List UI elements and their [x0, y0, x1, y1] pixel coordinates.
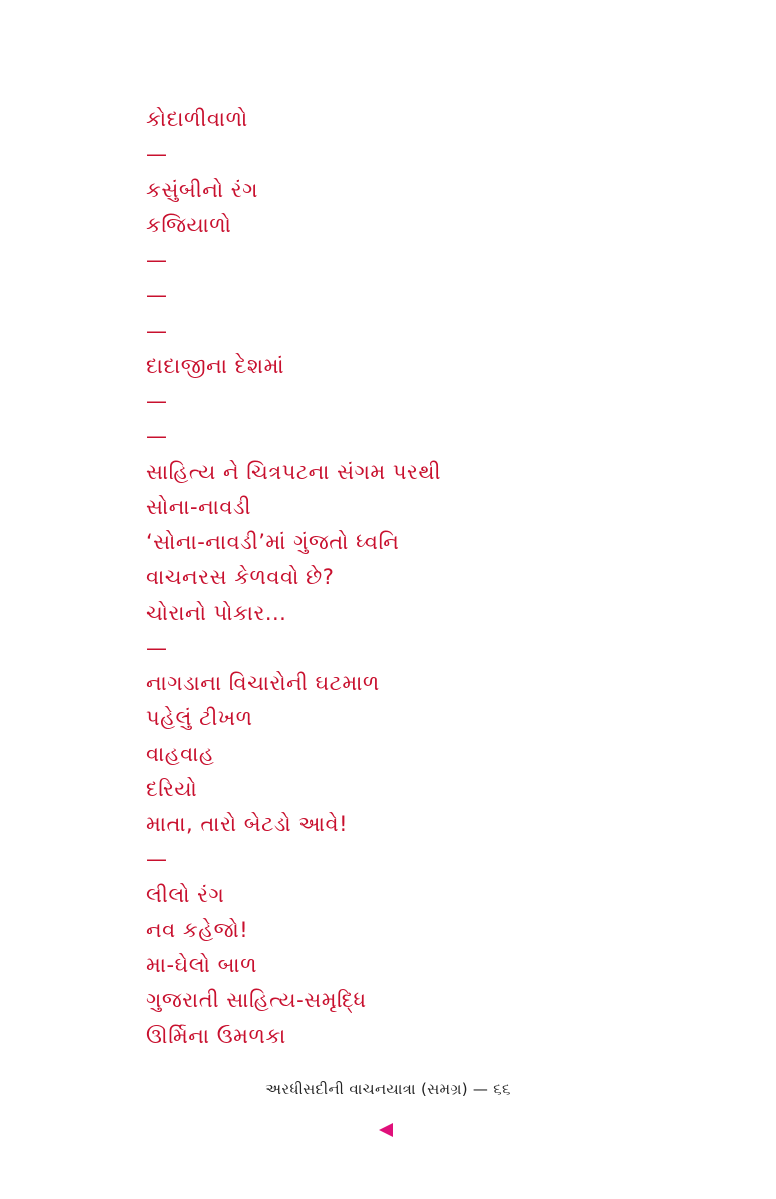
contents-entry[interactable]: કોદાળીવાળો	[146, 107, 248, 131]
contents-entry[interactable]: નાગડાના વિચારોની ઘટમાળ	[146, 671, 380, 695]
contents-entry[interactable]: દરિયો	[146, 776, 198, 801]
contents-entry[interactable]: —	[146, 248, 168, 272]
contents-entry[interactable]: સાહિત્ય ને ચિત્રપટના સંગમ પરથી	[146, 459, 442, 484]
contents-entry[interactable]: —	[146, 318, 168, 343]
contents-entry[interactable]: માતા, તારો બેટડો આવે!	[146, 812, 348, 836]
contents-entry[interactable]: વાચનરસ કેળવવો છે?	[146, 565, 335, 590]
contents-list	[146, 102, 706, 1054]
contents-entry[interactable]: કજિયાળો	[146, 212, 232, 237]
contents-entry[interactable]: ‘સોના-નાવડી’માં ગુંજતો ધ્વનિ	[146, 530, 400, 554]
contents-entry[interactable]: —	[146, 389, 168, 413]
page-footer: અરધીસદીની વાચનયાત્રા (સમગ્ર) — ૬૬	[265, 1080, 511, 1098]
contents-entry[interactable]: દાદાજીના દેશમાં	[146, 353, 285, 378]
contents-entry[interactable]: ગુજરાતી સાહિત્ય-સમૃદ્ધિ	[146, 988, 367, 1013]
contents-entry[interactable]: —	[146, 847, 168, 872]
contents-entry[interactable]: વાહવાહ	[146, 741, 215, 766]
contents-entry[interactable]: લીલો રંગ	[146, 882, 225, 907]
contents-entry[interactable]: —	[146, 424, 168, 449]
contents-entry[interactable]: કસુંબીનો રંગ	[146, 177, 258, 202]
contents-entry[interactable]: નવ કહેજો!	[146, 917, 249, 942]
contents-entry[interactable]: પહેલું ટીખળ	[146, 706, 253, 731]
contents-entry[interactable]: મા-ઘેલો બાળ	[146, 953, 257, 977]
contents-entry[interactable]: સોના-નાવડી	[146, 494, 252, 519]
contents-entry[interactable]: ઊર્મિના ઉમળકા	[146, 1023, 286, 1048]
contents-entry[interactable]: ચોરાનો પોકાર...	[146, 600, 287, 625]
contents-entry[interactable]: —	[146, 283, 168, 308]
contents-entry[interactable]: —	[146, 142, 168, 167]
triangle-left-icon[interactable]	[379, 1123, 393, 1137]
contents-entry[interactable]: —	[146, 635, 168, 660]
